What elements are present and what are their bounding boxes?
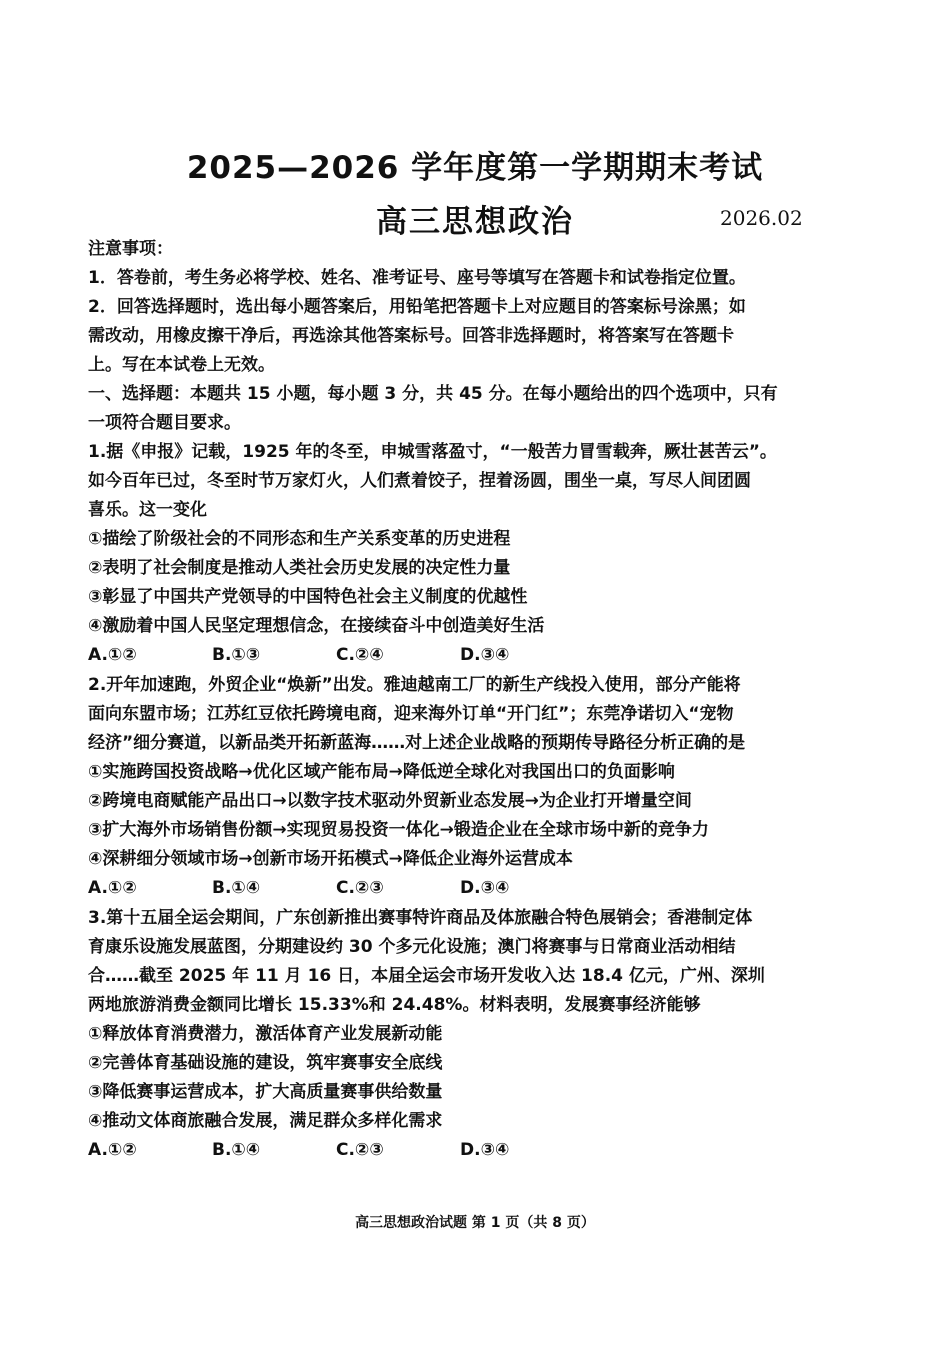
question-3-stem: 育康乐设施发展蓝图，分期建设约 30 个多元化设施；澳门将赛事与日常商业活动相结 — [88, 937, 736, 957]
subject-title: 高三思想政治 — [376, 204, 574, 240]
section-heading: 一项符合题目要求。 — [88, 413, 241, 433]
notice-line: 1．答卷前，考生务必将学校、姓名、准考证号、座号等填写在答题卡和试卷指定位置。 — [88, 268, 746, 288]
question-2-statement: ③扩大海外市场销售份额→实现贸易投资一体化→锻造企业在全球市场中新的竞争力 — [88, 820, 709, 840]
option-d: D.③④ — [460, 645, 510, 665]
option-a: A.①② — [88, 645, 137, 665]
question-1-statement: ②表明了社会制度是推动人类社会历史发展的决定性力量 — [88, 558, 511, 578]
question-2-stem: 经济”细分赛道，以新品类开拓新蓝海……对上述企业战略的预期传导路径分析正确的是 — [88, 733, 746, 753]
exam-date: 2026.02 — [720, 206, 803, 230]
question-2-statement: ④深耕细分领域市场→创新市场开拓模式→降低企业海外运营成本 — [88, 849, 573, 869]
section-heading: 一、选择题：本题共 15 小题，每小题 3 分，共 45 分。在每小题给出的四个选项中，只有 — [88, 384, 778, 404]
question-1-stem: 喜乐。这一变化 — [88, 500, 207, 520]
notice-line: 需改动，用橡皮擦干净后，再选涂其他答案标号。回答非选择题时，将答案写在答题卡 — [88, 326, 734, 346]
option-c: C.②③ — [336, 878, 384, 898]
question-3-stem: 两地旅游消费金额同比增长 15.33%和 24.48%。材料表明，发展赛事经济能够 — [88, 995, 701, 1015]
option-b: B.①④ — [212, 1140, 261, 1160]
question-3-stem: 合……截至 2025 年 11 月 16 日，本届全运会市场开发收入达 18.4 亿元，广州、深圳 — [88, 966, 765, 986]
option-a: A.①② — [88, 1140, 137, 1160]
exam-title: 2025—2026 学年度第一学期期末考试 — [186, 150, 764, 186]
option-a: A.①② — [88, 878, 137, 898]
option-c: C.②④ — [336, 645, 384, 665]
question-2-statement: ②跨境电商赋能产品出口→以数字技术驱动外贸新业态发展→为企业打开增量空间 — [88, 791, 692, 811]
option-c: C.②③ — [336, 1140, 384, 1160]
question-1-statement: ④激励着中国人民坚定理想信念，在接续奋斗中创造美好生活 — [88, 616, 545, 636]
option-d: D.③④ — [460, 878, 510, 898]
question-1-stem: 如今百年已过，冬至时节万家灯火，人们煮着饺子，捏着汤圆，围坐一桌，写尽人间团圆 — [88, 471, 751, 491]
question-1-statement: ③彰显了中国共产党领导的中国特色社会主义制度的优越性 — [88, 587, 528, 607]
question-3-statement: ②完善体育基础设施的建设，筑牢赛事安全底线 — [88, 1053, 443, 1073]
question-1-statement: ①描绘了阶级社会的不同形态和生产关系变革的历史进程 — [88, 529, 511, 549]
question-3-statement: ④推动文体商旅融合发展，满足群众多样化需求 — [88, 1111, 443, 1131]
question-1-stem: 1.据《申报》记载，1925 年的冬至，申城雪落盈寸，“一般苦力冒雪载奔，厥壮甚苦云”。 — [88, 442, 777, 462]
page-footer: 高三思想政治试题 第 1 页（共 8 页） — [355, 1215, 595, 1231]
option-d: D.③④ — [460, 1140, 510, 1160]
notice-line: 2．回答选择题时，选出每小题答案后，用铅笔把答题卡上对应题目的答案标号涂黑；如 — [88, 297, 746, 317]
question-3-statement: ③降低赛事运营成本，扩大高质量赛事供给数量 — [88, 1082, 443, 1102]
notice-line: 上。写在本试卷上无效。 — [88, 355, 275, 375]
question-3-statement: ①释放体育消费潜力，激活体育产业发展新动能 — [88, 1024, 443, 1044]
question-2-stem: 面向东盟市场；江苏红豆依托跨境电商，迎来海外订单“开门红”；东莞净诺切入“宠物 — [88, 704, 734, 724]
question-2-statement: ①实施跨国投资战略→优化区域产能布局→降低逆全球化对我国出口的负面影响 — [88, 762, 675, 782]
question-2-stem: 2.开年加速跑，外贸企业“焕新”出发。雅迪越南工厂的新生产线投入使用，部分产能将 — [88, 675, 741, 695]
option-b: B.①③ — [212, 645, 261, 665]
question-3-stem: 3.第十五届全运会期间，广东创新推出赛事特许商品及体旅融合特色展销会；香港制定体 — [88, 908, 753, 928]
notice-heading: 注意事项： — [88, 239, 173, 259]
option-b: B.①④ — [212, 878, 261, 898]
